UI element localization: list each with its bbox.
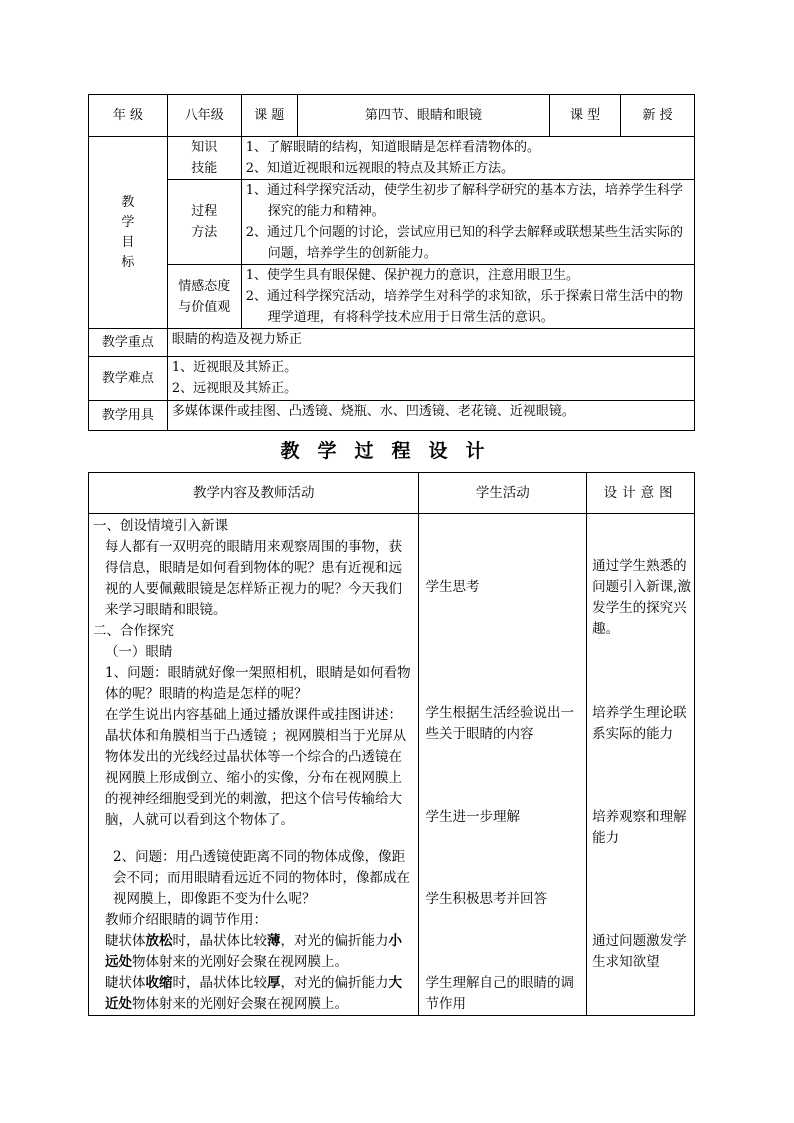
objectives-label: 教 学 目 标 <box>89 137 168 329</box>
section-1-title: 一、创设情境引入新课 <box>93 518 228 534</box>
design-intent-3: 培养观察和理解能力 <box>592 809 687 846</box>
grade-label: 年 级 <box>89 95 168 137</box>
teacher-content-cell <box>89 514 419 1016</box>
design-intent-4: 通过问题激发学生求知欲望 <box>592 933 687 970</box>
tools-label: 教学用具 <box>89 401 168 431</box>
grade-value: 八年级 <box>167 95 241 137</box>
section-2-subtitle: （一）眼睛 <box>105 644 173 660</box>
tools-value: 多媒体课件或挂图、凸透镜、烧瓶、水、凹透镜、老花镜、近视眼镜。 <box>167 401 694 431</box>
process-design-table <box>88 472 695 1016</box>
type-label: 课 型 <box>550 95 621 137</box>
process-design-title: 教学过程设计 <box>280 440 503 462</box>
question-2-intro: 教师介绍眼睛的调节作用： <box>105 912 267 928</box>
question-1: 1、问题：眼睛就好像一架照相机，眼睛是如何看物体的呢？眼睛的构造是怎样的呢？ <box>105 665 411 702</box>
col-header-content: 教学内容及教师活动 <box>89 473 419 514</box>
contract-statement: 睫状体收缩时，晶状体比较厚，对光的偏折能力大近处物体射来的光刚好会聚在视网膜上。 <box>105 975 402 1012</box>
process-method-label: 过程 方法 <box>167 180 241 265</box>
key-point-value: 眼睛的构造及视力矫正 <box>167 329 694 357</box>
difficulty-label: 教学难点 <box>89 357 168 401</box>
section-2-title: 二、合作探究 <box>93 623 174 639</box>
key-point-label: 教学重点 <box>89 329 168 357</box>
design-intent-1: 通过学生熟悉的问题引入新课,激发学生的探究兴趣。 <box>592 558 691 637</box>
question-1-explanation: 在学生说出内容基础上通过播放课件或挂图讲述：晶状体和角膜相当于凸透镜 ；视网膜相当于光屏从物体发出的光线经过晶状体等一个综合的凸透镜在视网膜上形成倒立、缩小的实像，分布在视网膜上的视神经细胞受到光的刺激，把这个信号传输给大脑，人就可以看到这个物体了。 <box>105 707 407 828</box>
student-activity-2: 学生根据生活经验说出一些关于眼睛的内容 <box>425 705 574 742</box>
section-1-text: 每人都有一双明亮的眼睛用来观察周围的事物，获得信息，眼睛是如何看到物体的呢？患有近视和远视的人要佩戴眼镜是怎样矫正视力的呢？今天我们来学习眼睛和眼镜。 <box>105 539 402 618</box>
attitude-content: 1、使学生具有眼保健、保护视力的意识，注意用眼卫生。 2、通过科学探究活动，培养学生对科学的求知欲，乐于探索日常生活中的物理学道理，有将科学技术应用于日常生活的意识。 <box>241 265 694 329</box>
student-activity-1: 学生思考 <box>425 579 480 595</box>
attitude-label: 情感态度 与价值观 <box>167 265 241 329</box>
student-activity-3: 学生进一步理解 <box>425 809 520 825</box>
difficulty-content: 1、近视眼及其矫正。 2、远视眼及其矫正。 <box>167 357 694 401</box>
student-activity-cell <box>419 514 587 1016</box>
lesson-info-table <box>88 94 695 431</box>
question-2: 2、问题：用凸透镜使距离不同的物体成像，像距会不同；而用眼睛看远近不同的物体时，像都成在视网膜上，即像距不变为什么呢？ <box>113 849 410 907</box>
topic-label: 课 题 <box>241 95 297 137</box>
process-method-content: 1、通过科学探究活动，使学生初步了解科学研究的基本方法，培养学生科学探究的能力和精神。 2、通过几个问题的讨论，尝试应用已知的科学去解释或联想某些生活实际的问题，培养学生的创新能力。 <box>241 180 694 265</box>
col-header-intent: 设计意图 <box>587 473 695 514</box>
knowledge-label: 知识 技能 <box>167 137 241 180</box>
design-intent-2: 培养学生理论联系实际的能力 <box>592 705 687 742</box>
type-value: 新 授 <box>621 95 695 137</box>
design-intent-cell <box>587 514 695 1016</box>
knowledge-content: 1、了解眼睛的结构，知道眼睛是怎样看清物体的。 2、知道近视眼和远视眼的特点及其矫正方法。 <box>241 137 694 180</box>
relax-statement: 睫状体放松时，晶状体比较薄，对光的偏折能力小远处物体射来的光刚好会聚在视网膜上。 <box>105 933 402 970</box>
student-activity-4: 学生积极思考并回答 <box>425 891 547 907</box>
topic-value: 第四节、眼睛和眼镜 <box>297 95 550 137</box>
student-activity-5: 学生理解自己的眼睛的调节作用 <box>425 975 574 1012</box>
col-header-student: 学生活动 <box>419 473 587 514</box>
